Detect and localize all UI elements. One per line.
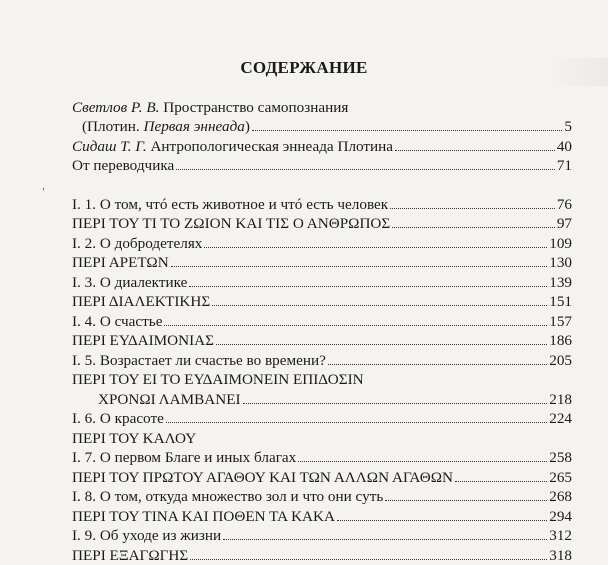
toc-entry <box>72 233 572 253</box>
toc-page-number: 157 <box>549 312 572 330</box>
toc-entry <box>72 292 572 312</box>
toc-page-number: 97 <box>556 215 572 232</box>
leader-dots <box>204 247 547 248</box>
toc-page-number: 186 <box>549 332 572 349</box>
leader-dots <box>164 325 547 326</box>
toc-page-number: 139 <box>549 273 572 291</box>
toc-entry <box>72 97 572 117</box>
toc-entry-text: I. 7. О первом Благе и иных благах <box>72 449 297 466</box>
toc-entry-text: I. 6. О красоте <box>72 410 164 427</box>
toc-page-number: 5 <box>564 118 572 135</box>
toc-entry <box>72 156 572 176</box>
toc-page-number: 294 <box>549 507 572 525</box>
toc-entry-text: ΧΡΟΝΩΙ ΛΑΜΒΑΝΕΙ <box>98 390 241 408</box>
toc-entry-text: ΠΕΡΙ ΤΟΥ ΕΙ ΤΟ ΕΥΔΑΙΜΟΝΕΙΝ ΕΠΙΔΟΣΙΝ <box>72 371 364 388</box>
toc-entry <box>72 526 572 546</box>
toc-entry-text: ΠΕΡΙ ΔΙΑΛΕΚΤΙΚΗΣ <box>72 293 211 310</box>
table-of-contents <box>72 97 572 565</box>
toc-entry-text: Антропологическая эннеада Плотина <box>146 137 394 155</box>
toc-author: Светлов Р. В. <box>72 98 160 116</box>
toc-page-number: 109 <box>549 234 572 252</box>
toc-entry <box>72 487 572 507</box>
toc-entry-text: ΠΕΡΙ ΑΡΕΤΩΝ <box>72 254 169 271</box>
toc-entry <box>72 311 572 331</box>
toc-entry <box>72 467 572 487</box>
toc-entry <box>72 194 572 214</box>
toc-entry-italic: Первая эннеада <box>143 118 245 135</box>
leader-dots <box>337 520 547 521</box>
toc-entry-text: (Плотин. <box>82 118 144 135</box>
leader-dots <box>223 539 547 540</box>
leader-dots <box>392 227 555 228</box>
toc-page-number: 265 <box>549 468 572 486</box>
leader-dots <box>176 169 555 170</box>
toc-author: Сидаш Т. Г. <box>72 137 147 155</box>
toc-entry-text: ΠΕΡΙ ΤΟΥ ΚΑΛΟΥ <box>72 429 197 447</box>
toc-entry-text: Пространство самопознания <box>159 98 349 116</box>
toc-entry-text: I. 3. О диалектике <box>72 273 188 291</box>
toc-entry <box>72 545 572 565</box>
toc-page-number: 151 <box>549 293 572 310</box>
leader-dots <box>328 364 547 365</box>
toc-entry-text: ) <box>244 118 250 135</box>
toc-page-number: 40 <box>556 137 572 155</box>
toc-entry-text: I. 1. О том, чтó есть животное и чтó есть человек <box>72 195 389 213</box>
toc-entry-text: От переводчика <box>72 157 175 174</box>
leader-dots <box>166 422 547 423</box>
toc-entry-text: ΠΕΡΙ ΤΟΥ ΤΙ ΤΟ ΖΩΙΟΝ ΚΑΙ ΤΙΣ Ο ΑΝΘΡΩΠΟΣ <box>72 215 391 232</box>
toc-entry-text: ΠΕΡΙ ΤΟΥ ΤΙΝΑ ΚΑΙ ΠΟΘΕΝ ΤΑ ΚΑΚΑ <box>72 507 335 525</box>
toc-entry <box>72 350 572 370</box>
leader-dots <box>385 500 547 501</box>
toc-entry <box>72 448 572 468</box>
toc-entry-text: I. 8. О том, откуда множество зол и что они суть <box>72 488 384 505</box>
toc-page-number: 71 <box>556 157 572 174</box>
page-title: СОДЕРЖАНИЕ <box>240 58 368 77</box>
toc-entry-text: I. 9. Об уходе из жизни <box>72 527 222 544</box>
toc-page-number: 268 <box>549 488 572 505</box>
toc-entry-text: I. 5. Возрастает ли счастье во времени? <box>72 351 326 369</box>
leader-dots <box>455 481 547 482</box>
leader-dots <box>298 461 547 462</box>
leader-dots <box>189 286 547 287</box>
toc-entry-text: ΠΕΡΙ ΤΟΥ ΠΡΩΤΟΥ ΑΓΑΘΟΥ ΚΑΙ ΤΩΝ ΑΛΛΩΝ ΑΓΑΘΩΝ <box>72 468 453 486</box>
leader-dots <box>390 208 555 209</box>
toc-page-number: 76 <box>556 195 572 213</box>
toc-entry <box>72 389 572 409</box>
toc-entry <box>72 253 572 273</box>
toc-entry <box>72 136 572 156</box>
toc-entry <box>72 117 572 137</box>
toc-entry <box>72 370 572 390</box>
leader-dots <box>216 344 547 345</box>
toc-entry-text: ΠΕΡΙ ΕΥΔΑΙΜΟΝΙΑΣ <box>72 332 214 349</box>
toc-entry-text: I. 4. О счастье <box>72 312 163 330</box>
leader-dots <box>252 130 562 131</box>
toc-entry <box>72 428 572 448</box>
leader-dots <box>395 150 555 151</box>
toc-page-number: 130 <box>549 254 572 271</box>
toc-entry <box>72 506 572 526</box>
leader-dots <box>212 305 547 306</box>
toc-entry <box>72 214 572 234</box>
leader-dots <box>171 266 548 267</box>
leader-dots <box>243 403 548 404</box>
toc-entry <box>72 272 572 292</box>
toc-page-number: 224 <box>549 410 572 427</box>
leader-dots <box>190 559 547 560</box>
toc-page-number: 318 <box>549 546 572 564</box>
toc-entry-text: I. 2. О добродетелях <box>72 234 203 252</box>
toc-page-number: 312 <box>549 527 572 544</box>
toc-page-number: 258 <box>549 449 572 466</box>
toc-page-number: 218 <box>549 390 572 408</box>
speck-mark: ʻ <box>42 186 45 196</box>
toc-page-number: 205 <box>549 351 572 369</box>
toc-entry-text: ΠΕΡΙ ΕΞΑΓΩΓΗΣ <box>72 546 189 564</box>
toc-entry <box>72 331 572 351</box>
toc-entry <box>72 409 572 429</box>
